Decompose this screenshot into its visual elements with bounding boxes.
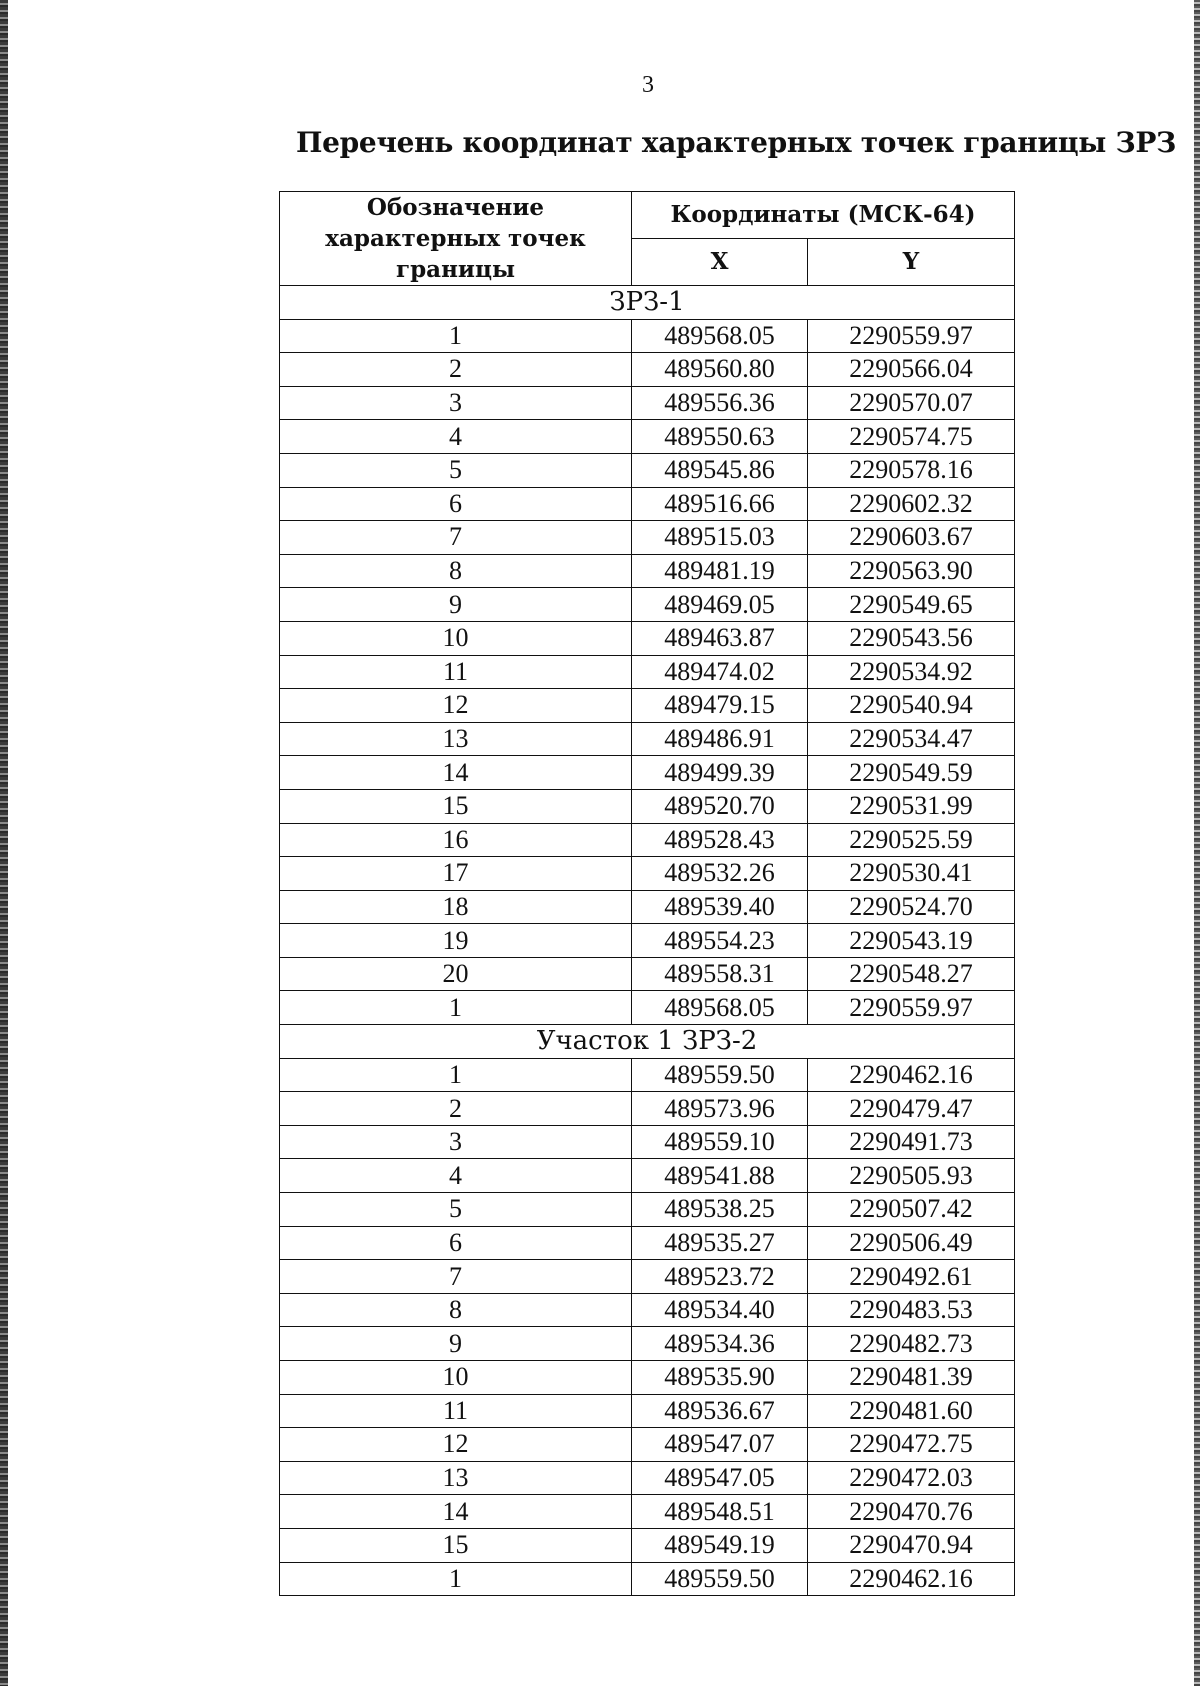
table-row [280,1562,1015,1596]
header-x: X [632,239,808,286]
point-number-cell: 8 [280,1293,632,1327]
point-number-cell: 1 [280,991,632,1025]
point-number-cell: 1 [280,1058,632,1092]
y-coordinate-cell: 2290531.99 [808,789,1015,823]
table-row [280,924,1015,958]
x-coordinate-cell: 489463.87 [632,621,808,655]
point-number-cell: 9 [280,1327,632,1361]
table-row [280,1058,1015,1092]
x-coordinate-cell: 489516.66 [632,487,808,521]
table-row [280,957,1015,991]
table-row [280,588,1015,622]
y-coordinate-cell: 2290603.67 [808,521,1015,555]
table-row [280,1394,1015,1428]
x-coordinate-cell: 489523.72 [632,1260,808,1294]
x-coordinate-cell: 489515.03 [632,521,808,555]
x-coordinate-cell: 489499.39 [632,756,808,790]
y-coordinate-cell: 2290559.97 [808,319,1015,353]
point-number-cell: 14 [280,756,632,790]
y-coordinate-cell: 2290549.65 [808,588,1015,622]
point-number-cell: 12 [280,689,632,723]
x-coordinate-cell: 489532.26 [632,857,808,891]
table-row [280,1159,1015,1193]
y-coordinate-cell: 2290530.41 [808,857,1015,891]
x-coordinate-cell: 489534.40 [632,1293,808,1327]
table-row [280,1428,1015,1462]
point-number-cell: 11 [280,1394,632,1428]
table-row [280,1361,1015,1395]
section-header-row [280,1025,1015,1059]
section-title: Участок 1 ЗРЗ-2 [280,1025,1015,1059]
table-row [280,1528,1015,1562]
point-number-cell: 17 [280,857,632,891]
y-coordinate-cell: 2290481.60 [808,1394,1015,1428]
y-coordinate-cell: 2290470.94 [808,1528,1015,1562]
y-coordinate-cell: 2290472.75 [808,1428,1015,1462]
point-number-cell: 4 [280,1159,632,1193]
table-row [280,353,1015,387]
y-coordinate-cell: 2290534.47 [808,722,1015,756]
x-coordinate-cell: 489538.25 [632,1193,808,1227]
table-row [280,386,1015,420]
y-coordinate-cell: 2290462.16 [808,1058,1015,1092]
y-coordinate-cell: 2290470.76 [808,1495,1015,1529]
x-coordinate-cell: 489545.86 [632,453,808,487]
table-row [280,1193,1015,1227]
y-coordinate-cell: 2290534.92 [808,655,1015,689]
table-row [280,1495,1015,1529]
y-coordinate-cell: 2290479.47 [808,1092,1015,1126]
scan-edge-left [0,0,8,1686]
x-coordinate-cell: 489568.05 [632,991,808,1025]
point-number-cell: 8 [280,554,632,588]
table-row [280,756,1015,790]
point-number-cell: 3 [280,1125,632,1159]
x-coordinate-cell: 489548.51 [632,1495,808,1529]
x-coordinate-cell: 489559.50 [632,1058,808,1092]
y-coordinate-cell: 2290482.73 [808,1327,1015,1361]
x-coordinate-cell: 489535.90 [632,1361,808,1395]
header-point-designation: Обозначение характерных точек границы [280,192,632,286]
scan-edge-right [1194,0,1200,1686]
coordinates-table [279,191,1015,1596]
point-number-cell: 5 [280,1193,632,1227]
x-coordinate-cell: 489568.05 [632,319,808,353]
table-row [280,487,1015,521]
x-coordinate-cell: 489528.43 [632,823,808,857]
x-coordinate-cell: 489481.19 [632,554,808,588]
x-coordinate-cell: 489547.05 [632,1461,808,1495]
point-number-cell: 18 [280,890,632,924]
x-coordinate-cell: 489559.10 [632,1125,808,1159]
table-row [280,1461,1015,1495]
table-row [280,453,1015,487]
table-row [280,1260,1015,1294]
header-y: Y [808,239,1015,286]
y-coordinate-cell: 2290559.97 [808,991,1015,1025]
y-coordinate-cell: 2290492.61 [808,1260,1015,1294]
table-row [280,890,1015,924]
point-number-cell: 9 [280,588,632,622]
table-row [280,420,1015,454]
y-coordinate-cell: 2290543.19 [808,924,1015,958]
table-row [280,655,1015,689]
table-row [280,554,1015,588]
point-number-cell: 10 [280,1361,632,1395]
point-number-cell: 7 [280,521,632,555]
x-coordinate-cell: 489479.15 [632,689,808,723]
y-coordinate-cell: 2290525.59 [808,823,1015,857]
point-number-cell: 15 [280,789,632,823]
x-coordinate-cell: 489539.40 [632,890,808,924]
x-coordinate-cell: 489558.31 [632,957,808,991]
point-number-cell: 16 [280,823,632,857]
table-row [280,722,1015,756]
point-number-cell: 7 [280,1260,632,1294]
y-coordinate-cell: 2290462.16 [808,1562,1015,1596]
y-coordinate-cell: 2290574.75 [808,420,1015,454]
table-row [280,857,1015,891]
section-header-row [280,286,1015,320]
x-coordinate-cell: 489534.36 [632,1327,808,1361]
y-coordinate-cell: 2290570.07 [808,386,1015,420]
point-number-cell: 6 [280,1226,632,1260]
point-number-cell: 3 [280,386,632,420]
x-coordinate-cell: 489535.27 [632,1226,808,1260]
table-row [280,1092,1015,1126]
y-coordinate-cell: 2290548.27 [808,957,1015,991]
document-title: Перечень координат характерных точек границы ЗРЗ [296,126,1177,159]
point-number-cell: 20 [280,957,632,991]
y-coordinate-cell: 2290481.39 [808,1361,1015,1395]
table-body [280,286,1015,1596]
page-number: 3 [642,72,654,98]
point-number-cell: 5 [280,453,632,487]
point-number-cell: 6 [280,487,632,521]
y-coordinate-cell: 2290540.94 [808,689,1015,723]
x-coordinate-cell: 489549.19 [632,1528,808,1562]
y-coordinate-cell: 2290566.04 [808,353,1015,387]
y-coordinate-cell: 2290507.42 [808,1193,1015,1227]
y-coordinate-cell: 2290472.03 [808,1461,1015,1495]
point-number-cell: 2 [280,1092,632,1126]
table-row [280,1293,1015,1327]
x-coordinate-cell: 489550.63 [632,420,808,454]
x-coordinate-cell: 489541.88 [632,1159,808,1193]
table-row [280,823,1015,857]
x-coordinate-cell: 489573.96 [632,1092,808,1126]
point-number-cell: 1 [280,319,632,353]
point-number-cell: 13 [280,722,632,756]
y-coordinate-cell: 2290505.93 [808,1159,1015,1193]
table-row [280,689,1015,723]
y-coordinate-cell: 2290602.32 [808,487,1015,521]
point-number-cell: 4 [280,420,632,454]
x-coordinate-cell: 489536.67 [632,1394,808,1428]
table-row [280,1125,1015,1159]
table-row [280,1226,1015,1260]
x-coordinate-cell: 489554.23 [632,924,808,958]
point-number-cell: 10 [280,621,632,655]
table-row [280,789,1015,823]
x-coordinate-cell: 489560.80 [632,353,808,387]
point-number-cell: 14 [280,1495,632,1529]
point-number-cell: 13 [280,1461,632,1495]
point-number-cell: 19 [280,924,632,958]
x-coordinate-cell: 489474.02 [632,655,808,689]
point-number-cell: 2 [280,353,632,387]
table-row [280,521,1015,555]
x-coordinate-cell: 489547.07 [632,1428,808,1462]
table-row [280,621,1015,655]
x-coordinate-cell: 489556.36 [632,386,808,420]
table-row [280,1327,1015,1361]
table-row [280,319,1015,353]
y-coordinate-cell: 2290563.90 [808,554,1015,588]
header-coordinates: Координаты (МСК-64) [632,192,1015,239]
point-number-cell: 15 [280,1528,632,1562]
section-title: ЗРЗ-1 [280,286,1015,320]
point-number-cell: 11 [280,655,632,689]
point-number-cell: 12 [280,1428,632,1462]
y-coordinate-cell: 2290491.73 [808,1125,1015,1159]
x-coordinate-cell: 489469.05 [632,588,808,622]
y-coordinate-cell: 2290506.49 [808,1226,1015,1260]
x-coordinate-cell: 489520.70 [632,789,808,823]
x-coordinate-cell: 489559.50 [632,1562,808,1596]
y-coordinate-cell: 2290543.56 [808,621,1015,655]
y-coordinate-cell: 2290483.53 [808,1293,1015,1327]
y-coordinate-cell: 2290549.59 [808,756,1015,790]
table-row [280,991,1015,1025]
point-number-cell: 1 [280,1562,632,1596]
y-coordinate-cell: 2290524.70 [808,890,1015,924]
y-coordinate-cell: 2290578.16 [808,453,1015,487]
x-coordinate-cell: 489486.91 [632,722,808,756]
